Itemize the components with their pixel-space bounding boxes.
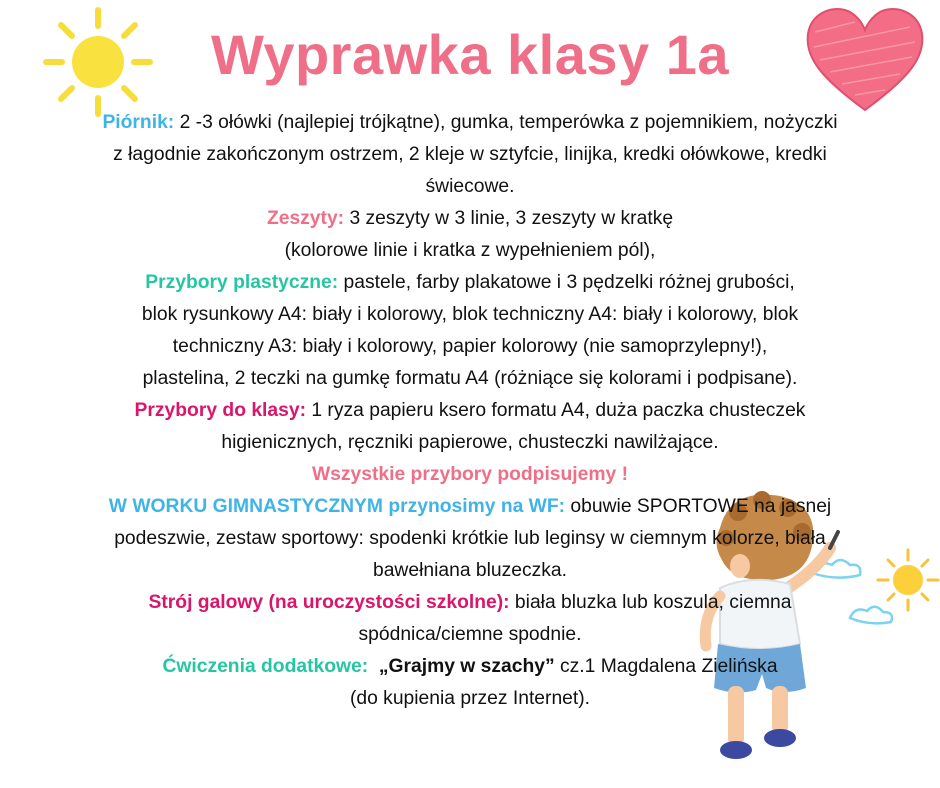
section-stroj xyxy=(22,587,918,619)
book-title: „Grajmy w szachy” xyxy=(378,656,555,677)
section-wf xyxy=(22,491,918,523)
section-text: plastelina, 2 teczki na gumkę formatu A4 (różniące się kolorami i podpisane). xyxy=(142,368,798,389)
section-label: W WORKU GIMNASTYCZNYM przynosimy na WF: xyxy=(108,496,566,517)
section-text: (kolorowe linie i kratka z wypełnieniem pól), xyxy=(284,240,656,261)
section-piornik xyxy=(22,107,918,139)
section-text: podeszwie, zestaw sportowy: spodenki krótkie lub leginsy w ciemnym kolorze, biała xyxy=(114,528,826,549)
section-text: biała bluzka lub koszula, ciemna xyxy=(509,592,792,613)
section-text: (do kupienia przez Internet). xyxy=(349,688,591,709)
section-text: blok rysunkowy A4: biały i kolorowy, blok techniczny A4: biały i kolorowy, blok xyxy=(141,304,799,325)
section-do-klasy xyxy=(22,395,918,427)
section-text: obuwie SPORTOWE na jasnej xyxy=(565,496,832,517)
section-text: 1 ryza papieru ksero formatu A4, duża paczka chusteczek xyxy=(306,400,806,421)
section-label: Strój galowy (na uroczystości szkolne): xyxy=(148,592,510,613)
section-label: Zeszyty: xyxy=(266,208,345,229)
supply-list xyxy=(22,107,918,715)
section-zeszyty xyxy=(22,203,918,235)
section-plastyczne xyxy=(22,267,918,299)
section-label: Przybory do klasy: xyxy=(134,400,306,421)
section-text: spódnica/ciemne spodnie. xyxy=(358,624,582,645)
section-text: świecowe. xyxy=(425,176,515,197)
sign-notice: Wszystkie przybory podpisujemy ! xyxy=(311,464,629,485)
section-label: Piórnik: xyxy=(102,112,175,133)
section-text: 3 zeszyty w 3 linie, 3 zeszyty w kratkę xyxy=(344,208,674,229)
section-text: z łagodnie zakończonym ostrzem, 2 kleje w sztyfcie, linijka, kredki ołówkowe, kredki xyxy=(113,144,827,165)
section-cwiczenia xyxy=(22,651,918,683)
section-text: cz.1 Magdalena Zielińska xyxy=(554,656,778,677)
page-title: Wyprawka klasy 1a xyxy=(210,23,730,86)
section-text: bawełniana bluzeczka. xyxy=(372,560,567,581)
section-label: Ćwiczenia dodatkowe: xyxy=(162,656,369,677)
section-text: techniczny A3: biały i kolorowy, papier kolorowy (nie samoprzylepny!), xyxy=(172,336,768,357)
section-text: 2 -3 ołówki (najlepiej trójkątne), gumka, temperówka z pojemnikiem, nożyczki xyxy=(174,112,838,133)
section-text: higienicznych, ręczniki papierowe, chusteczki nawilżające. xyxy=(221,432,719,453)
section-label: Przybory plastyczne: xyxy=(145,272,339,293)
section-text: pastele, farby plakatowe i 3 pędzelki różnej grubości, xyxy=(338,272,795,293)
